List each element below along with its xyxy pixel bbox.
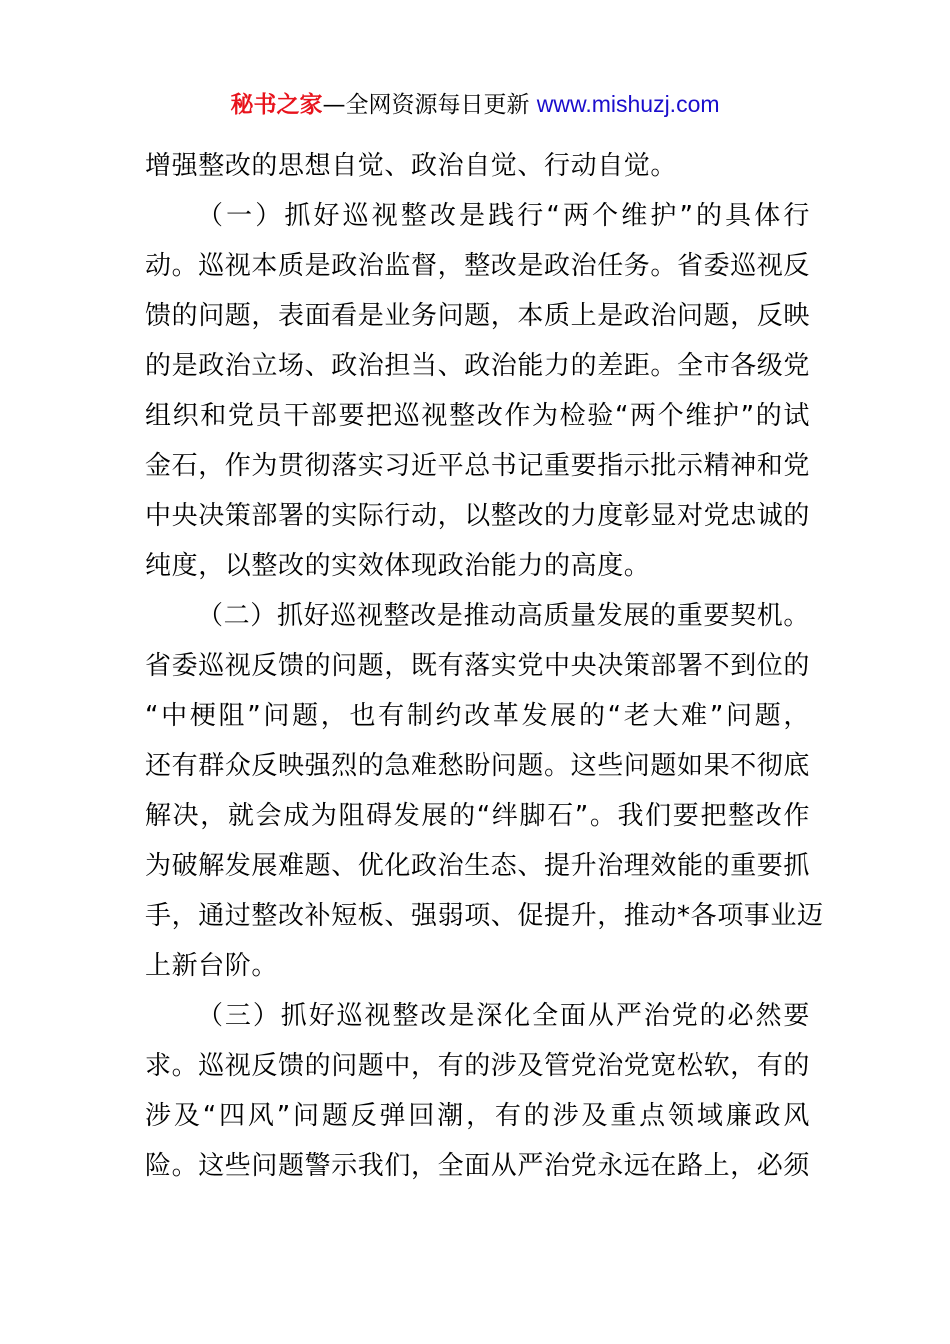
body-line: 手，通过整改补短板、强弱项、促提升，推动*各项事业迈 bbox=[145, 901, 824, 931]
body-line: 的是政治立场、政治担当、政治能力的差距。全市各级党 bbox=[145, 351, 811, 381]
body-line: 求。巡视反馈的问题中，有的涉及管党治党宽松软，有的 bbox=[145, 1051, 811, 1081]
body-line: 解决，就会成为阻碍发展的“绊脚石”。我们要把整改作 bbox=[145, 801, 810, 831]
header-tagline: —全网资源每日更新 bbox=[322, 92, 537, 118]
body-line: “中梗阻”问题，也有制约改革发展的“老大难”问题， bbox=[145, 701, 810, 731]
body-line: 省委巡视反馈的问题，既有落实党中央决策部署不到位的 bbox=[145, 651, 811, 681]
site-url[interactable]: www.mishuzj.com bbox=[536, 91, 720, 117]
page-header bbox=[0, 86, 950, 123]
body-line: 增强整改的思想自觉、政治自觉、行动自觉。 bbox=[145, 151, 678, 181]
body-line: 还有群众反映强烈的急难愁盼问题。这些问题如果不彻底 bbox=[145, 751, 811, 781]
body-line: （一）抓好巡视整改是践行“两个维护”的具体行 bbox=[197, 201, 810, 231]
body-line: 纯度，以整改的实效体现政治能力的高度。 bbox=[145, 551, 651, 581]
body-line: 动。巡视本质是政治监督，整改是政治任务。省委巡视反 bbox=[145, 251, 811, 281]
body-line: 金石，作为贯彻落实习近平总书记重要指示批示精神和党 bbox=[145, 451, 811, 481]
body-line: 涉及“四风”问题反弹回潮，有的涉及重点领域廉政风 bbox=[145, 1101, 810, 1131]
body-line: 上新台阶。 bbox=[145, 951, 279, 981]
body-line: 为破解发展难题、优化政治生态、提升治理效能的重要抓 bbox=[145, 851, 811, 881]
body-line: 组织和党员干部要把巡视整改作为检验“两个维护”的试 bbox=[145, 401, 810, 431]
brand-name: 秘书之家 bbox=[230, 92, 323, 118]
body-line: 险。这些问题警示我们，全面从严治党永远在路上，必须 bbox=[145, 1151, 811, 1181]
body-line: 中央决策部署的实际行动，以整改的力度彰显对党忠诚的 bbox=[145, 501, 811, 531]
body-line: 馈的问题，表面看是业务问题，本质上是政治问题，反映 bbox=[145, 301, 811, 331]
body-line: （三）抓好巡视整改是深化全面从严治党的必然要 bbox=[197, 1001, 810, 1031]
body-line: （二）抓好巡视整改是推动高质量发展的重要契机。 bbox=[197, 601, 810, 631]
